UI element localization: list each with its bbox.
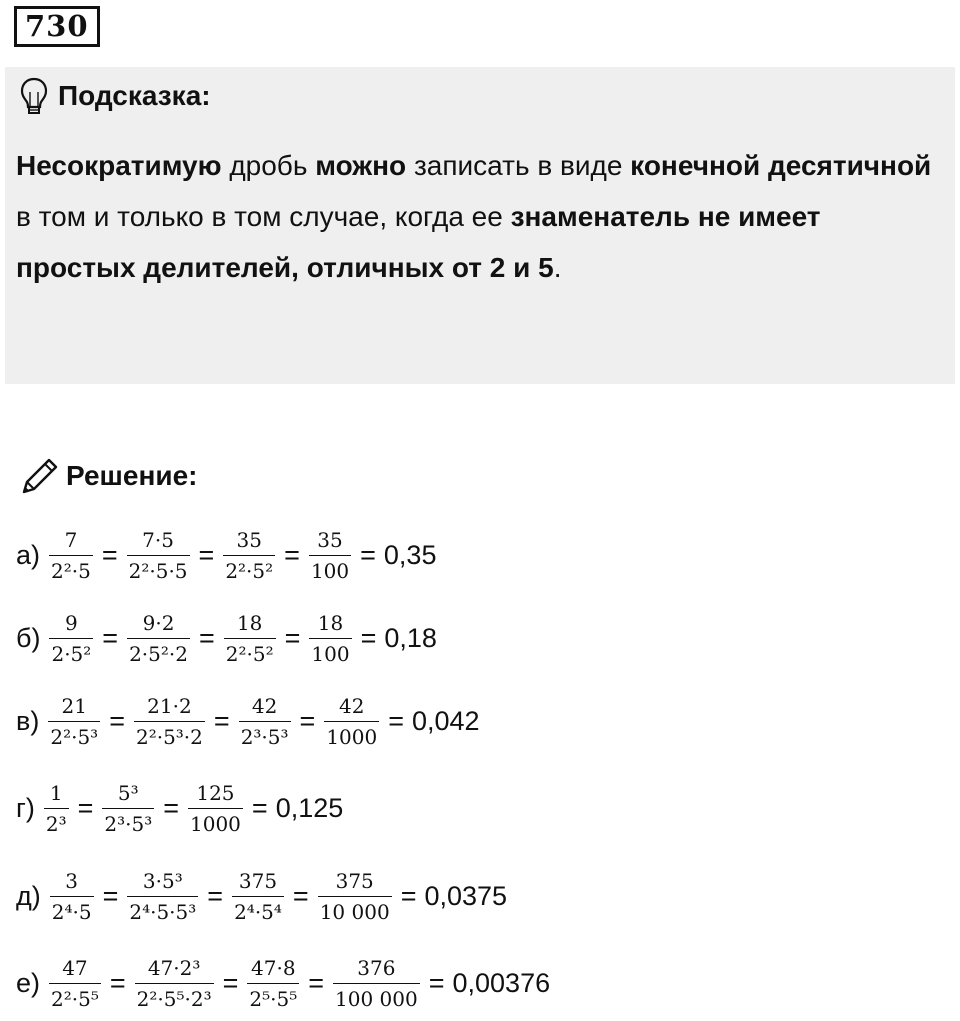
result-value: 0,042 xyxy=(412,705,480,736)
numerator: 47 xyxy=(62,955,88,980)
fraction xyxy=(46,956,104,1011)
hint-text-part: можно xyxy=(315,150,407,181)
denominator: 2²·5⁵·2³ xyxy=(135,983,214,1011)
fraction xyxy=(45,694,103,749)
solution-line xyxy=(16,686,480,756)
denominator: 2²·5² xyxy=(224,638,276,666)
numerator: 5³ xyxy=(117,780,139,805)
lightbulb-icon xyxy=(18,76,50,116)
numerator: 47·8 xyxy=(251,955,296,980)
equals-sign: = xyxy=(428,967,445,998)
solution-line xyxy=(16,773,343,843)
item-label: в) xyxy=(16,705,40,736)
item-label: а) xyxy=(16,539,41,570)
denominator: 2²·5⁵ xyxy=(49,983,101,1011)
equals-sign: = xyxy=(102,622,119,653)
denominator: 10 000 xyxy=(318,896,392,924)
fraction xyxy=(236,694,294,749)
hint-text-part: знаменатель не имеет простых делителей, отличных от 2 и 5 xyxy=(16,201,821,283)
equals-sign: = xyxy=(77,792,94,823)
solution-title: Решение: xyxy=(66,460,198,491)
equals-sign: = xyxy=(360,622,377,653)
denominator: 2⁴·5·5³ xyxy=(127,896,198,924)
fraction xyxy=(321,694,382,749)
denominator: 2³·5³ xyxy=(239,721,291,749)
denominator: 2⁵·5⁵ xyxy=(247,983,299,1011)
equals-sign: = xyxy=(213,705,230,736)
numerator: 3 xyxy=(65,868,79,893)
result-value: 0,35 xyxy=(383,539,437,570)
solution-line xyxy=(16,520,436,590)
result-value: 0,0375 xyxy=(424,880,508,911)
item-label: е) xyxy=(16,967,41,998)
numerator: 376 xyxy=(357,955,396,980)
equals-sign: = xyxy=(308,967,324,998)
numerator: 18 xyxy=(236,610,263,635)
fraction xyxy=(124,528,193,583)
equals-sign: = xyxy=(109,705,125,736)
denominator: 2⁴·5⁴ xyxy=(232,896,284,924)
numerator: 375 xyxy=(238,868,278,893)
task-number: 730 xyxy=(14,6,100,47)
denominator: 1000 xyxy=(324,721,379,749)
result-value: 0,00376 xyxy=(452,967,551,998)
fraction xyxy=(244,956,302,1011)
pencil-icon xyxy=(18,454,62,498)
numerator: 125 xyxy=(196,780,235,805)
denominator: 2³ xyxy=(44,808,69,836)
fraction xyxy=(46,611,96,666)
equals-sign: = xyxy=(388,705,404,736)
equals-sign: = xyxy=(109,967,126,998)
denominator: 2²·5³·2 xyxy=(134,721,205,749)
numerator: 47·2³ xyxy=(147,955,201,980)
equals-sign: = xyxy=(284,622,301,653)
denominator: 100 xyxy=(309,638,351,666)
fraction xyxy=(46,528,96,583)
denominator: 2·5² xyxy=(49,638,93,666)
fraction xyxy=(185,781,246,836)
fraction xyxy=(132,956,217,1011)
equals-sign: = xyxy=(400,880,417,911)
numerator: 35 xyxy=(317,527,343,552)
numerator: 9·2 xyxy=(142,610,175,635)
fraction xyxy=(220,528,278,583)
item-label: б) xyxy=(16,622,41,653)
equals-sign: = xyxy=(207,880,224,911)
equals-sign: = xyxy=(284,539,300,570)
numerator: 375 xyxy=(335,868,374,893)
hint-title: Подсказка: xyxy=(58,80,211,111)
fraction xyxy=(41,781,72,836)
hint-text-part: записать в виде xyxy=(406,150,631,181)
denominator: 100 000 xyxy=(333,983,420,1011)
fraction xyxy=(306,611,354,666)
numerator: 1 xyxy=(49,780,63,805)
solution-line xyxy=(16,948,550,1018)
denominator: 2²·5² xyxy=(223,555,275,583)
fraction xyxy=(315,869,395,924)
hint-text-part: . xyxy=(553,252,562,283)
denominator: 2²·5³ xyxy=(48,721,100,749)
solution-header xyxy=(18,454,197,498)
numerator: 9 xyxy=(65,610,78,635)
denominator: 2²·5 xyxy=(49,555,93,583)
fraction xyxy=(131,694,208,749)
result-value: 0,125 xyxy=(275,792,344,823)
numerator: 21 xyxy=(61,693,87,718)
numerator: 21·2 xyxy=(147,693,192,718)
hint-text xyxy=(16,140,946,293)
solution-line xyxy=(16,861,507,931)
fraction xyxy=(124,869,201,924)
fraction xyxy=(330,956,423,1011)
equals-sign: = xyxy=(198,622,215,653)
solution-line xyxy=(16,603,437,673)
denominator: 100 xyxy=(309,555,351,583)
fraction xyxy=(221,611,279,666)
equals-sign: = xyxy=(198,539,215,570)
denominator: 1000 xyxy=(188,808,243,836)
numerator: 3·5³ xyxy=(142,868,183,893)
hint-text-part: дробь xyxy=(221,150,316,181)
equals-sign: = xyxy=(102,880,119,911)
hint-text-part: в том и только в том случае, когда ее xyxy=(16,201,511,232)
fraction xyxy=(306,528,354,583)
numerator: 35 xyxy=(236,527,262,552)
equals-sign: = xyxy=(251,792,268,823)
hint-header xyxy=(18,76,211,116)
item-label: д) xyxy=(16,880,41,911)
hint-text-part: конечной десятичной xyxy=(630,150,932,181)
fraction xyxy=(47,869,97,924)
fraction xyxy=(99,781,157,836)
numerator: 42 xyxy=(251,693,278,718)
numerator: 7 xyxy=(64,527,78,552)
equals-sign: = xyxy=(101,539,118,570)
result-value: 0,18 xyxy=(384,622,437,653)
equals-sign: = xyxy=(292,880,309,911)
numerator: 7·5 xyxy=(142,527,174,552)
fraction xyxy=(229,869,287,924)
numerator: 42 xyxy=(339,693,365,718)
fraction xyxy=(124,611,193,666)
denominator: 2²·5·5 xyxy=(127,555,190,583)
hint-text-part: Несократимую xyxy=(16,150,222,181)
equals-sign: = xyxy=(299,705,316,736)
denominator: 2·5²·2 xyxy=(127,638,190,666)
item-label: г) xyxy=(16,792,35,823)
equals-sign: = xyxy=(222,967,239,998)
denominator: 2³·5³ xyxy=(102,808,154,836)
numerator: 18 xyxy=(317,610,344,635)
equals-sign: = xyxy=(163,792,179,823)
denominator: 2⁴·5 xyxy=(50,896,94,924)
equals-sign: = xyxy=(360,539,376,570)
